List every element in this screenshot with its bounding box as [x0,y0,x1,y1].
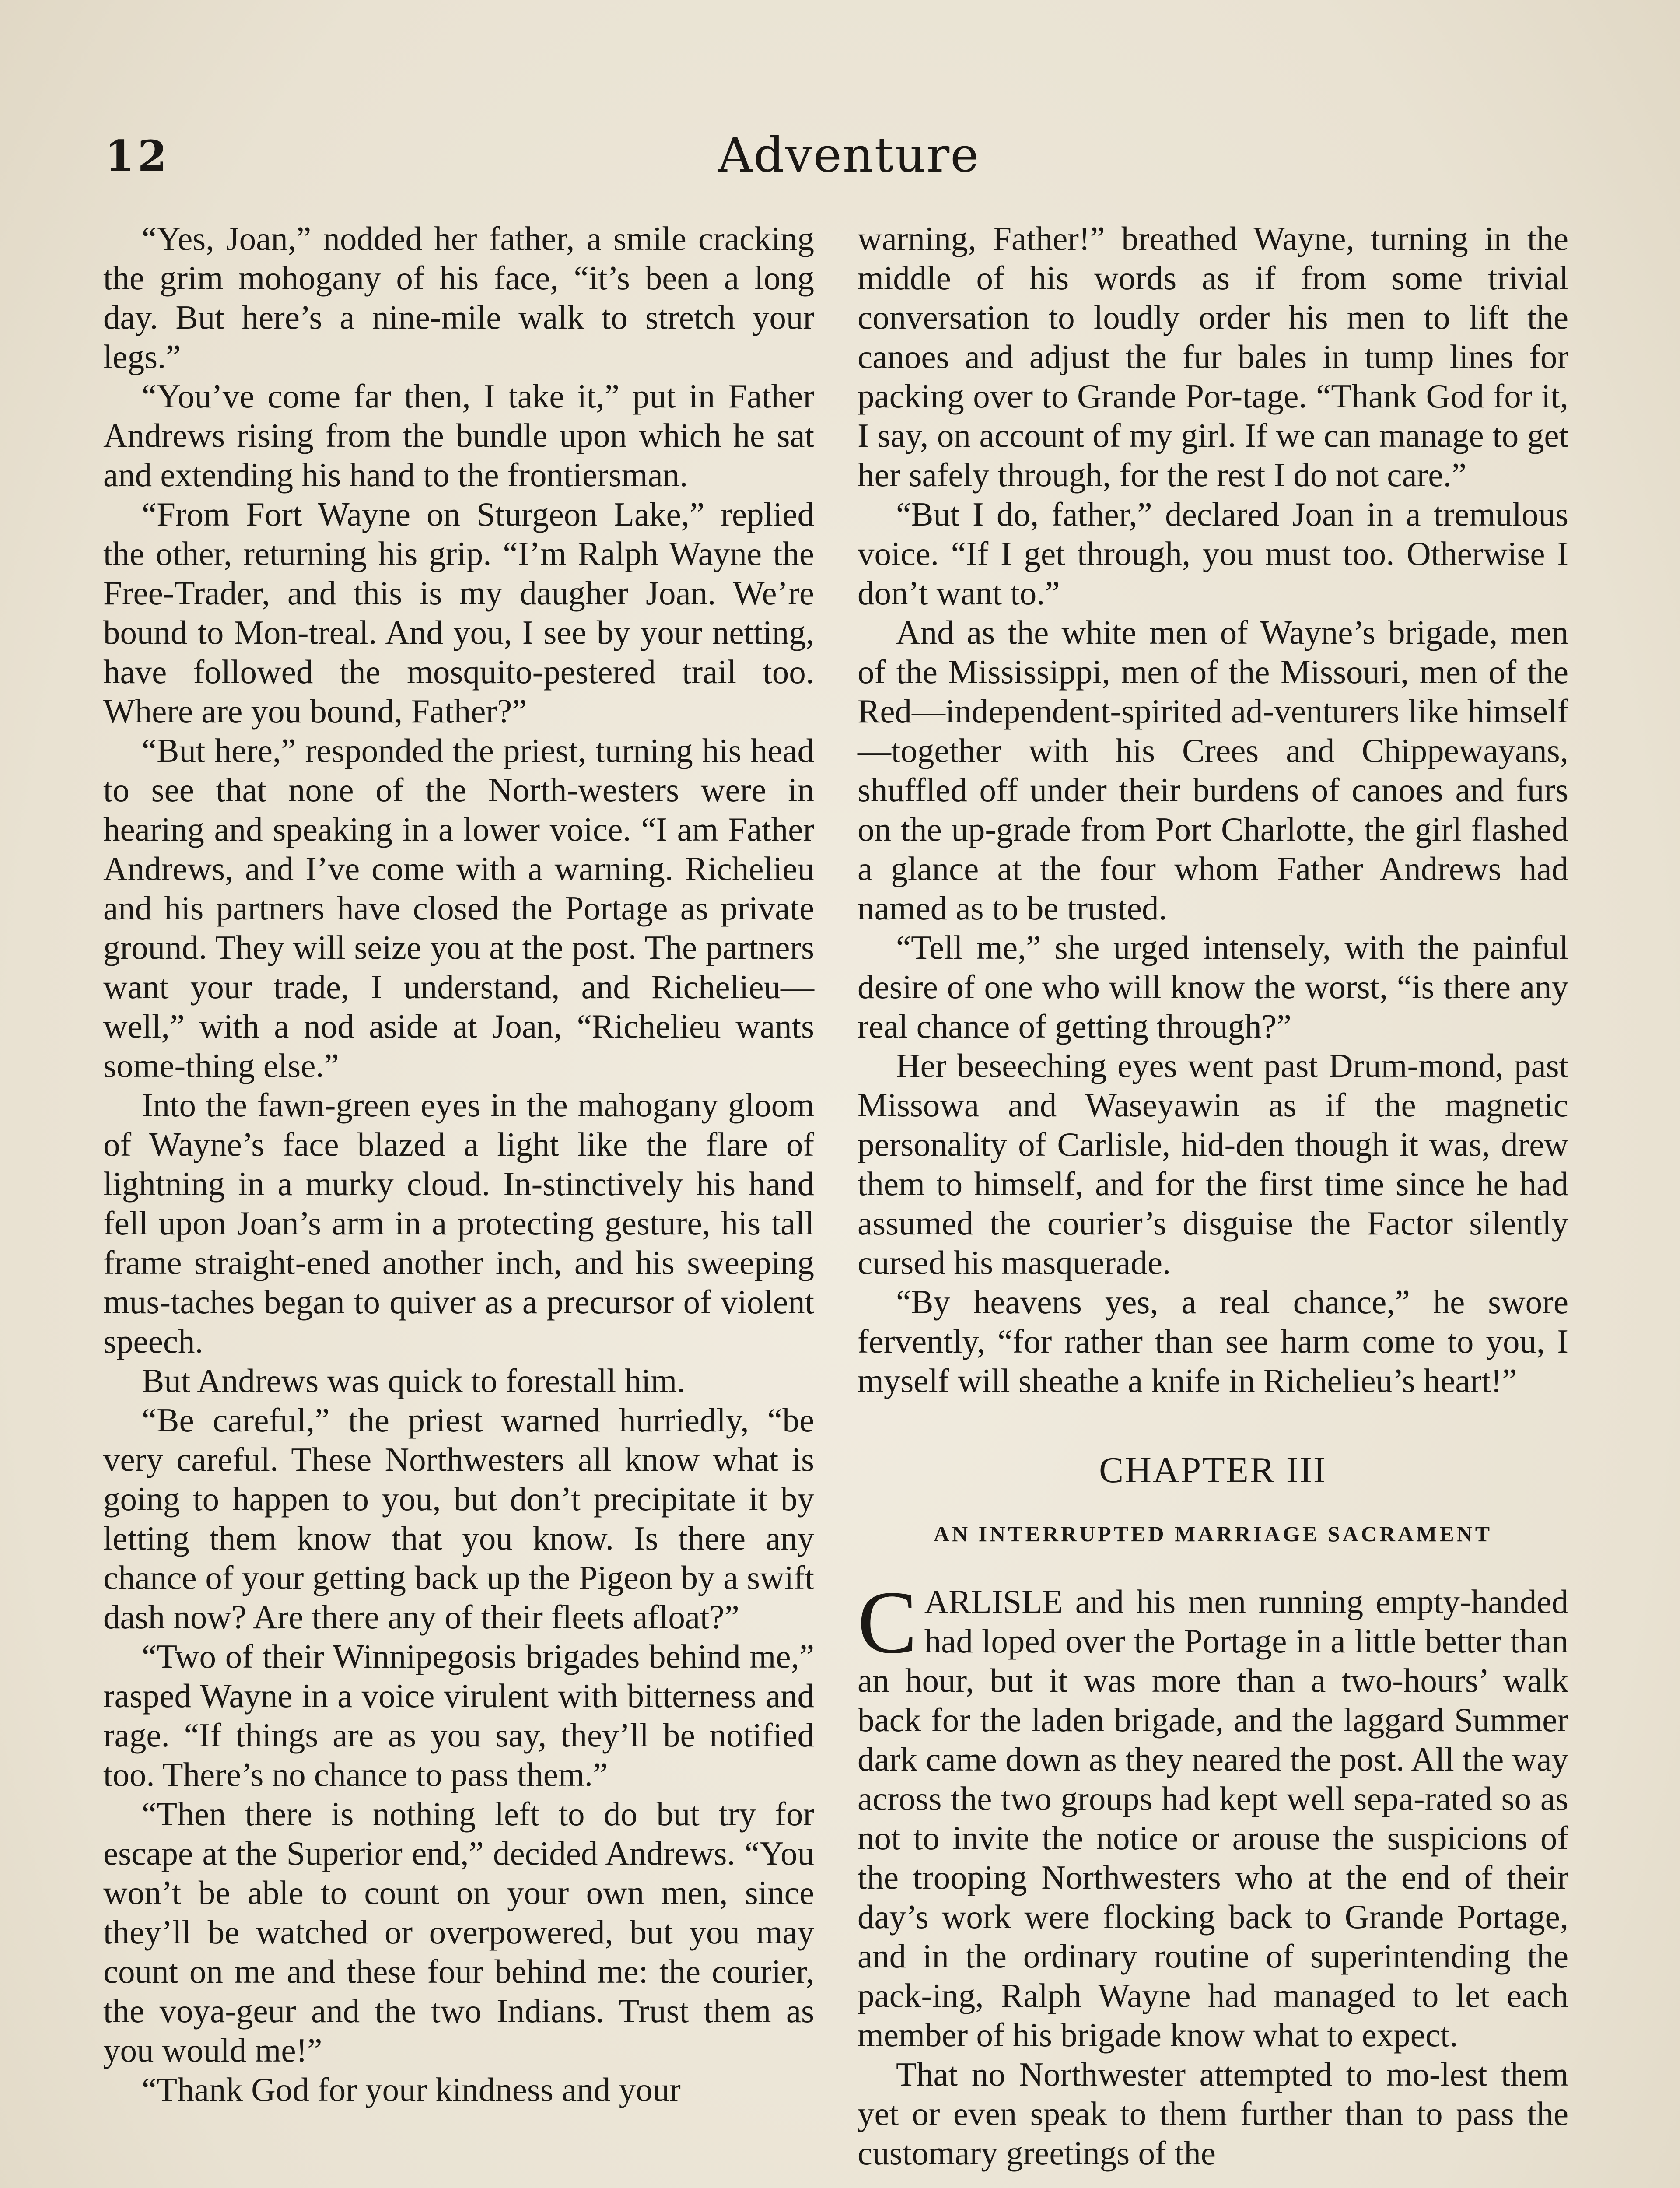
right-column [858,219,1568,2173]
chapter-subtitle: AN INTERRUPTED MARRIAGE SACRAMENT [933,1522,1493,1546]
paragraph: “Tell me,” she urged intensely, with the painful desire of one who will know the worst, “is there any real chance of getting through?” [858,929,1568,1045]
paragraph: “But here,” responded the priest, turning his head to see that none of the North-westers were in hearing and speaking in a lower voice. “I am Father Andrews, and I’ve come with a warning. Richelieu and his partners have closed the Portage as private ground. They will seize you at the post. The partners want your trade, I understand, and Richelieu—well,” with a nod aside at Joan, “Richelieu wants some-thing else.” [103,732,814,1084]
left-column [103,219,814,2109]
paragraph: “From Fort Wayne on Sturgeon Lake,” replied the other, returning his grip. “I’m Ralph Wayne the Free-Trader, and this is my daugher Joan. We’re bound to Mon-treal. And you, I see by your netting, have followed the mosquito-pestered trail too. Where are you bound, Father?” [103,495,814,730]
opening-text: ARLISLE and his men running empty-handed had loped over the Portage in a little better than an hour, but it was more than a two-hours’ walk back for the laden brigade, and the laggard Summer dark came down as they neared the post. All the way across the two groups had kept well sepa-rated so as not to invite the notice or arouse the suspicions of the trooping Northwesters who at the end of their day’s work were flocking back to Grande Portage, and in the ordinary routine of superintending the pack-ing, Ralph Wayne had managed to let each member of his brigade know what to expect. [858,1583,1568,2054]
paragraph: But Andrews was quick to forestall him. [142,1362,686,1399]
paragraph: “Then there is nothing left to do but try for escape at the Superior end,” decided Andrews. “You won’t be able to count on your own men, since they’ll be watched or overpowered, but you may count on me and these four behind me: the courier, the voya-geur and the two Indians. Trust them as you would me!” [103,1795,814,2069]
paragraph: “Thank God for your kindness and your [142,2071,681,2108]
paragraph: “Be careful,” the priest warned hurriedly, “be very careful. These Northwesters all know what is going to happen to you, but don’t precipitate it by letting them know that you know. Is there any chance of your getting back up the Pigeon by a swift dash now? Are there any of their fleets afloat?” [103,1401,814,1636]
paragraph: Into the fawn-green eyes in the mahogany gloom of Wayne’s face blazed a light like the flare of lightning in a murky cloud. In-stinctively his hand fell upon Joan’s arm in a protecting gesture, his tall frame straight-ened another inch, and his sweeping mus-taches began to quiver as a precursor of violent speech. [103,1086,814,1360]
paragraph: Her beseeching eyes went past Drum-mond, past Missowa and Waseyawin as if the magnetic personality of Carlisle, hid-den though it was, drew them to himself, and for the first time since he had assumed the courier’s disguise the Factor silently cursed his masquerade. [858,1047,1568,1281]
paragraph: “But I do, father,” declared Joan in a tremulous voice. “If I get through, you must too. Otherwise I don’t want to.” [858,495,1568,612]
paragraph: “Two of their Winnipegosis brigades behind me,” rasped Wayne in a voice virulent with bitterness and rage. “If things are as you say, they’ll be notified too. There’s no chance to pass them.” [103,1637,814,1793]
paragraph: warning, Father!” breathed Wayne, turning in the middle of his words as if from some trivial conversation to loudly order his men to lift the canoes and adjust the fur bales in tump lines for packing over to Grande Por-tage. “Thank God for it, I say, on account of my girl. If we can manage to get her safely through, for the rest I do not care.” [858,220,1568,494]
paragraph: “Yes, Joan,” nodded her father, a smile cracking the grim mohogany of his face, “it’s been a long day. But here’s a nine-mile walk to stretch your legs.” [103,220,814,375]
paragraph: “By heavens yes, a real chance,” he swore fervently, “for rather than see harm come to you, I myself will sheathe a knife in Richelieu’s heart!” [858,1283,1568,1399]
page-header [105,127,1592,193]
paragraph: That no Northwester attempted to mo-lest them yet or even speak to them further than to pass the customary greetings of the [858,2055,1568,2172]
paragraph: And as the white men of Wayne’s brigade, men of the Mississippi, men of the Missouri, men of the Red—independent-spirited ad-venturers like himself—together with his Crees and Chippewayans, shuffled off under their burdens of canoes and furs on the up-grade from Port Charlotte, the girl flashed a glance at the four whom Father Andrews had named as to be trusted. [858,614,1568,927]
chapter-opening-paragraph [858,1573,1568,2055]
chapter-title: CHAPTER III [1099,1450,1327,1490]
running-title: Adventure [718,127,980,183]
paragraph: “You’ve come far then, I take it,” put in Father Andrews rising from the bundle upon which he sat and extending his hand to the frontiersman. [103,377,814,494]
page-number: 12 [105,131,171,181]
drop-cap: C [858,1573,917,1672]
